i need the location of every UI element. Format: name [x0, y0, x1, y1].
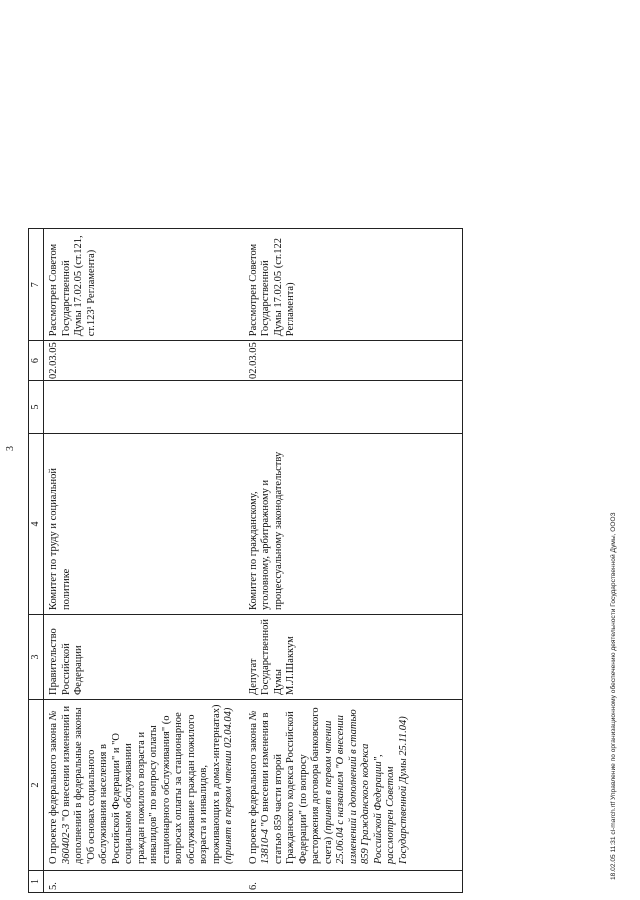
bill-text: "О внесении изменений и дополнений в федеральные законы "Об основах социального обслуживания населения в Российской Федерации" и "О социальном обслуживании граждан пожилого возраста и инвалидов" по вопросу оплаты стационарного обслуживания" (о вопросах оплаты за стационарное обслуживание граждан пожилого возраста и инвалидов, проживающих в домах-интернатах): [60, 704, 222, 864]
bill-description: [44, 700, 244, 870]
table-row: [244, 229, 462, 893]
bill-text: "О внесении изменения в статью 859 части второй Гражданского кодекса Российской Федерации" (по вопросу расторжения договора банковского счета): [260, 707, 334, 864]
header-col-1: 1: [29, 871, 44, 893]
responsible-committee: Комитет по гражданскому, уголовному, арбитражному и процессуальному законодательству: [247, 451, 284, 610]
review-date: 02.03.05: [48, 342, 59, 379]
header-col-6: 6: [29, 341, 44, 381]
bill-note: (принят в первом чтении 02.04.04): [223, 707, 234, 864]
row-number: 6.: [247, 882, 259, 890]
header-col-3: 3: [29, 615, 44, 700]
header-row: [29, 229, 44, 893]
bill-number: № 360402-3: [48, 710, 72, 864]
review-date: 02.03.05: [247, 342, 259, 379]
header-col-5: 5: [29, 381, 44, 434]
bill-title: О проекте федерального закона: [48, 722, 59, 864]
col5-value: [244, 381, 256, 433]
row-number: 5.: [48, 882, 59, 890]
bill-author: Правительство Российской Федерации: [48, 628, 84, 695]
bill-note: (принят в первом чтении 25.06.04 с названием "О внесении изменений и дополнений в статью 859 Гражданского кодекса Российской Федерации", рассмотрен Советом Государственной Думы 25.11.04): [322, 709, 409, 864]
bill-description: [244, 700, 419, 870]
bill-number: № 13810-4: [247, 710, 271, 864]
responsible-committee: Комитет по труду и социальной политике: [48, 467, 72, 610]
bill-author: Депутат Государственной Думы М.Л.Шаккум: [247, 619, 296, 695]
document-footer: 18.02.05 11:31 cl-march.rtf Управление по организационному обеспечению деятельности Государственной Думы, ОООЗ: [610, 512, 617, 880]
review-status: Рассмотрен Советом Государственной Думы 17.02.05 (ст.121, ст.123¹ Регламента): [48, 235, 97, 337]
table-bottom-rule: [462, 229, 463, 893]
page-number: 3: [5, 446, 16, 451]
table-row: [44, 229, 244, 893]
header-col-2: 2: [29, 700, 44, 871]
header-col-4: 4: [29, 434, 44, 615]
bills-table: [28, 228, 463, 893]
col5-value: [44, 381, 56, 433]
bill-title: О проекте федерального закона: [247, 722, 259, 864]
review-status: Рассмотрен Советом Государственной Думы 17.02.05 (ст.122 Регламента): [247, 237, 296, 337]
header-col-7: 7: [29, 229, 44, 341]
